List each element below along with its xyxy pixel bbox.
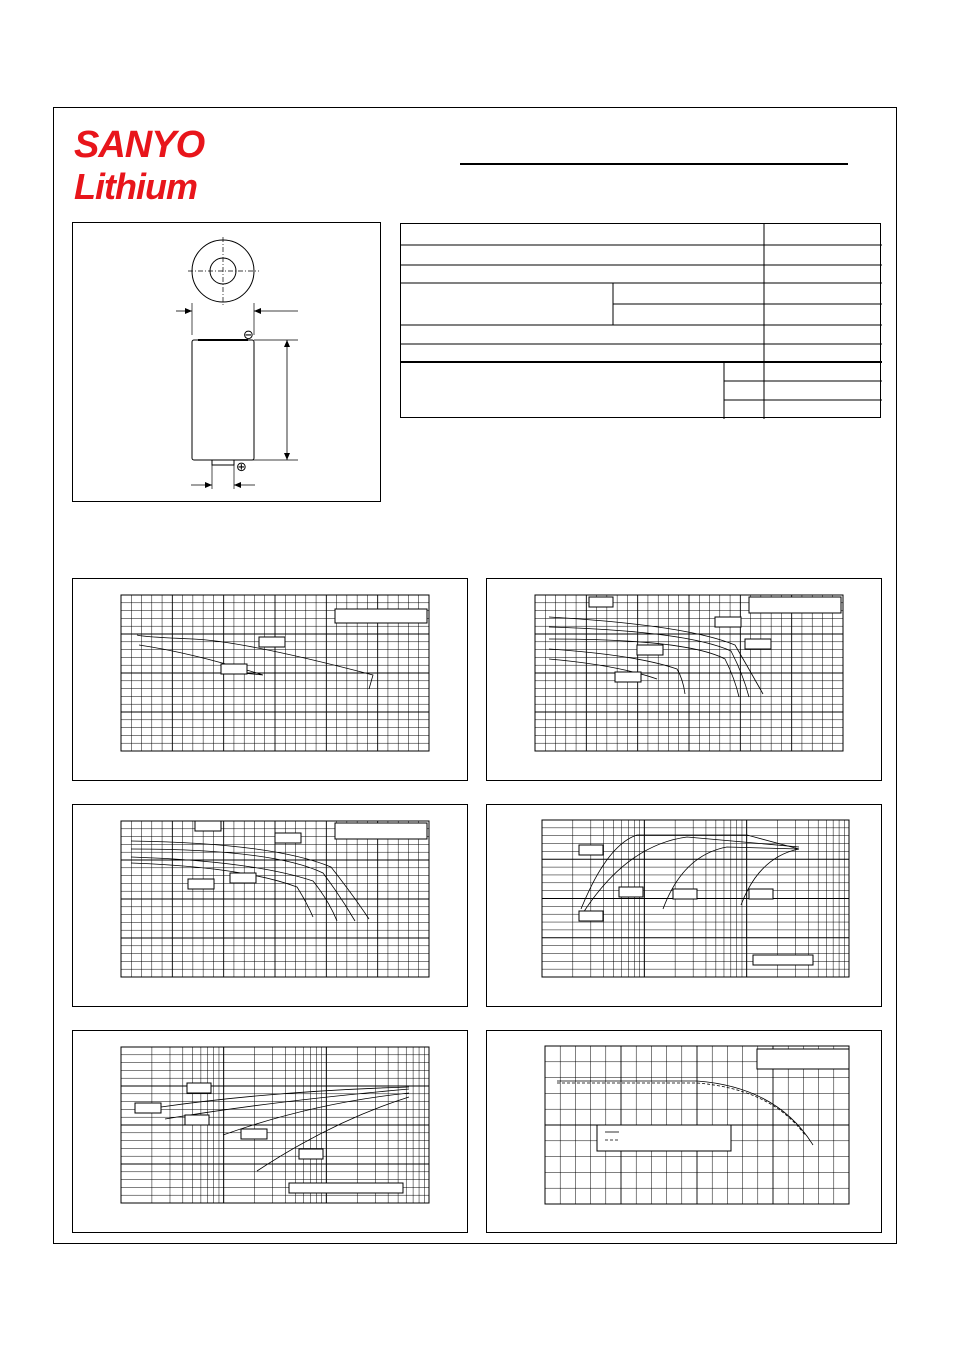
chart-3-label-box-1 xyxy=(335,823,427,839)
chart-4-label-box-3 xyxy=(673,889,697,899)
chart-1-label-box-1 xyxy=(335,609,427,623)
negative-terminal-symbol: ⊖ xyxy=(243,328,254,343)
positive-terminal xyxy=(212,460,234,465)
chart-2-grid xyxy=(535,595,843,751)
chart-2-label-box-5 xyxy=(637,645,663,655)
chart-4-label-box-5 xyxy=(579,911,603,921)
chart-4 xyxy=(486,804,882,1007)
chart-6-label-box-2 xyxy=(597,1125,731,1151)
chart-3-grid xyxy=(121,821,429,977)
chart-5-grid xyxy=(121,1047,429,1203)
chart-2-svg xyxy=(487,579,883,782)
chart-2-label-box-4 xyxy=(745,639,771,649)
chart-3-svg xyxy=(73,805,469,1008)
chart-3-label-box-5 xyxy=(188,879,214,889)
chart-4-label-box-6 xyxy=(753,955,813,965)
chart-6-label-box-1 xyxy=(757,1049,849,1069)
chart-4-label-box-4 xyxy=(749,889,773,899)
battery-drawing-svg xyxy=(73,223,382,503)
chart-5-label-box-6 xyxy=(289,1183,403,1193)
brand-subtitle: Lithium xyxy=(74,166,197,207)
chart-5-svg xyxy=(73,1031,469,1234)
chart-4-svg xyxy=(487,805,883,1008)
chart-5-label-box-2 xyxy=(135,1103,161,1113)
chart-3 xyxy=(72,804,468,1007)
sanyo-lithium-logo xyxy=(74,125,234,211)
chart-1-svg xyxy=(73,579,469,782)
chart-2-label-box-3 xyxy=(715,617,741,627)
chart-5-label-box-4 xyxy=(241,1129,267,1139)
chart-3-curve-4 xyxy=(131,863,313,917)
dimension-drawing xyxy=(72,222,381,502)
chart-4-label-box-2 xyxy=(619,887,643,897)
brand-name: SANYO xyxy=(74,124,205,166)
specification-table xyxy=(400,223,881,418)
chart-5-label-box-1 xyxy=(187,1083,211,1093)
positive-terminal-symbol: ⊕ xyxy=(236,460,247,475)
spec-table-grid xyxy=(401,224,882,419)
chart-5-label-box-3 xyxy=(185,1115,209,1125)
chart-3-label-box-2 xyxy=(195,821,221,831)
chart-2 xyxy=(486,578,882,781)
chart-1-label-box-2 xyxy=(259,637,285,647)
chart-5-curve-4 xyxy=(257,1097,409,1171)
chart-2-label-box-6 xyxy=(615,672,641,682)
chart-5 xyxy=(72,1030,468,1233)
chart-5-label-box-5 xyxy=(299,1149,323,1159)
chart-3-label-box-3 xyxy=(275,833,301,843)
chart-6-svg xyxy=(487,1031,883,1234)
chart-2-label-box-2 xyxy=(589,597,613,607)
battery-body xyxy=(192,340,254,460)
chart-4-label-box-1 xyxy=(579,845,603,855)
title-underline xyxy=(460,163,848,165)
chart-2-label-box-1 xyxy=(749,597,841,613)
chart-6 xyxy=(486,1030,882,1233)
chart-1-label-box-3 xyxy=(221,664,247,674)
chart-1 xyxy=(72,578,468,781)
chart-3-label-box-4 xyxy=(230,873,256,883)
